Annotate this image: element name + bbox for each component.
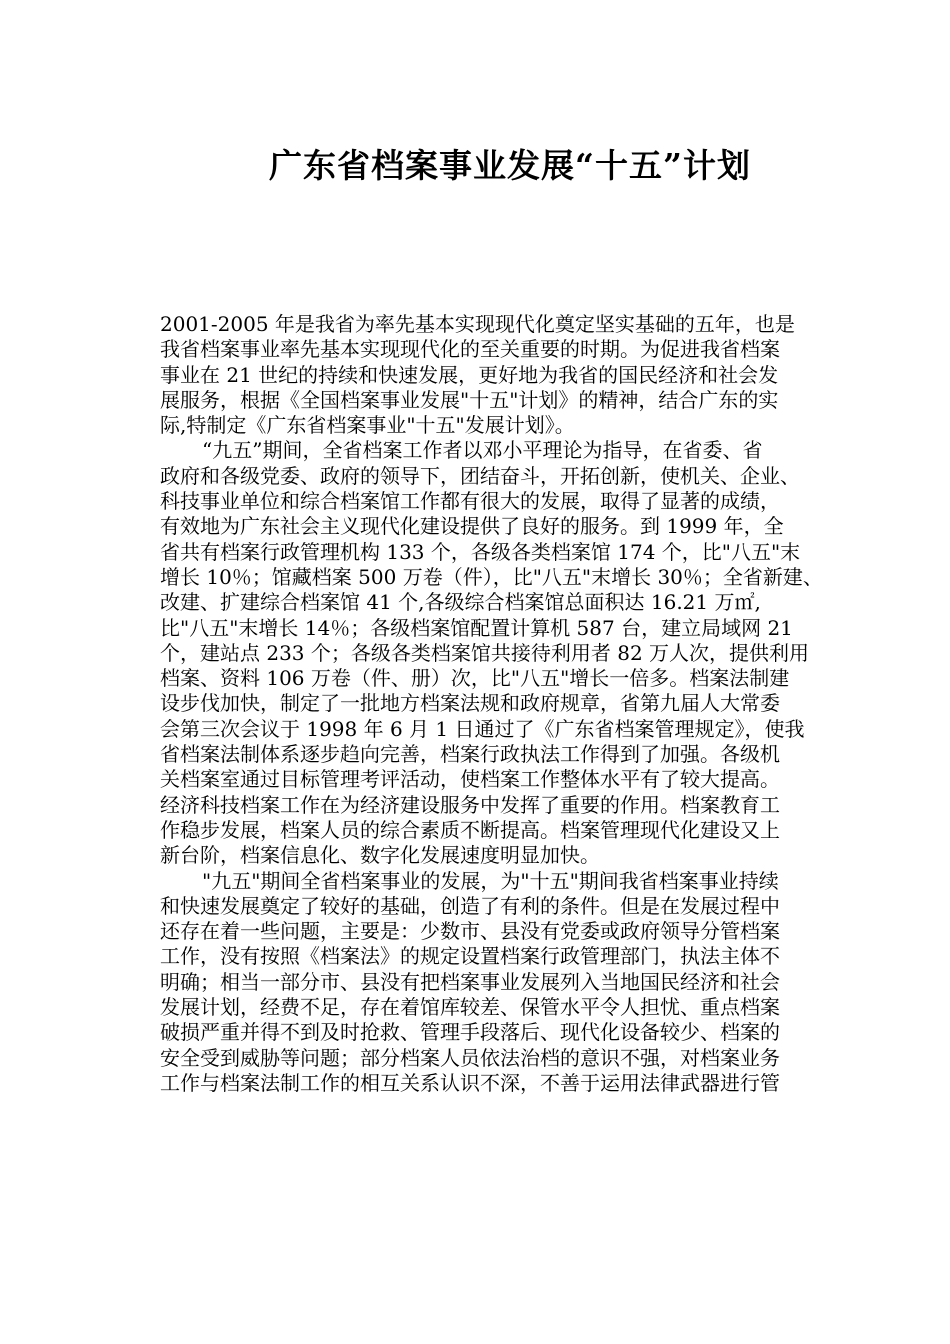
text-line: 工作与档案法制工作的相互关系认识不深，不善于运用法律武器进行管 [160,1070,780,1095]
text-line: 新台阶，档案信息化、数字化发展速度明显加快。 [160,843,600,868]
document-title: 广东省档案事业发展“十五”计划 [269,146,751,185]
text-line: 关档案室通过目标管理考评活动，使档案工作整体水平有了较大提高。 [160,767,780,792]
text-line: 科技事业单位和综合档案馆工作都有很大的发展，取得了显著的成绩， [160,489,780,514]
text-line: 我省档案事业率先基本实现现代化的至关重要的时期。为促进我省档案 [160,337,780,362]
text-line: 展服务，根据《全国档案事业发展"十五"计划》的精神，结合广东的实 [160,387,779,412]
text-line: 还存在着一些问题，主要是：少数市、县没有党委或政府领导分管档案 [160,919,780,944]
text-line: 发展计划，经费不足，存在着馆库较差、保管水平令人担忧、重点档案 [160,995,780,1020]
text-line: 破损严重并得不到及时抢救、管理手段落后、现代化设备较少、档案的 [160,1020,780,1045]
text-line: 会第三次会议于 1998 年 6 月 1 日通过了《广东省档案管理规定》，使我 [160,716,805,741]
text-line: 作稳步发展，档案人员的综合素质不断提高。档案管理现代化建设又上 [160,817,780,842]
paragraph-first-line: "九五"期间全省档案事业的发展，为"十五"期间我省档案事业持续 [202,868,779,893]
text-line: 省档案法制体系逐步趋向完善，档案行政执法工作得到了加强。各级机 [160,742,780,767]
text-line: 增长 10％；馆藏档案 500 万卷（件），比"八五"末增长 30％；全省新建、 [160,564,823,589]
text-line: 比"八五"末增长 14％；各级档案馆配置计算机 587 台，建立局域网 21 [160,615,793,640]
text-line: 明确；相当一部分市、县没有把档案事业发展列入当地国民经济和社会 [160,969,780,994]
text-line: 个，建站点 233 个；各级各类档案馆共接待利用者 82 万人次，提供利用 [160,640,810,665]
text-line: 省共有档案行政管理机构 133 个，各级各类档案馆 174 个，比"八五"末 [160,539,801,564]
text-line: 事业在 21 世纪的持续和快速发展，更好地为我省的国民经济和社会发 [160,362,779,387]
text-line: 安全受到威胁等问题；部分档案人员依法治档的意识不强，对档案业务 [160,1045,780,1070]
text-line: 设步伐加快，制定了一批地方档案法规和政府规章，省第九届人大常委 [160,691,780,716]
paragraph-first-line: “九五”期间，全省档案工作者以邓小平理论为指导，在省委、省 [202,438,763,463]
text-line: 有效地为广东社会主义现代化建设提供了良好的服务。到 1999 年，全 [160,514,784,539]
text-line: 2001-2005 年是我省为率先基本实现现代化奠定坚实基础的五年，也是 [160,312,795,336]
text-line: 改建、扩建综合档案馆 41 个,各级综合档案馆总面积达 16.21 万㎡, [160,590,761,615]
text-line: 和快速发展奠定了较好的基础，创造了有利的条件。但是在发展过程中 [160,893,780,918]
text-line: 际,特制定《广东省档案事业"十五"发展计划》。 [160,413,575,438]
document-body [160,312,880,1096]
text-line: 经济科技档案工作在为经济建设服务中发挥了重要的作用。档案教育工 [160,792,780,817]
text-line: 档案、资料 106 万卷（件、册）次，比"八五"增长一倍多。档案法制建 [160,666,790,691]
text-line: 工作，没有按照《档案法》的规定设置档案行政管理部门，执法主体不 [160,944,780,969]
text-line: 政府和各级党委、政府的领导下，团结奋斗，开拓创新，使机关、企业、 [160,463,800,488]
